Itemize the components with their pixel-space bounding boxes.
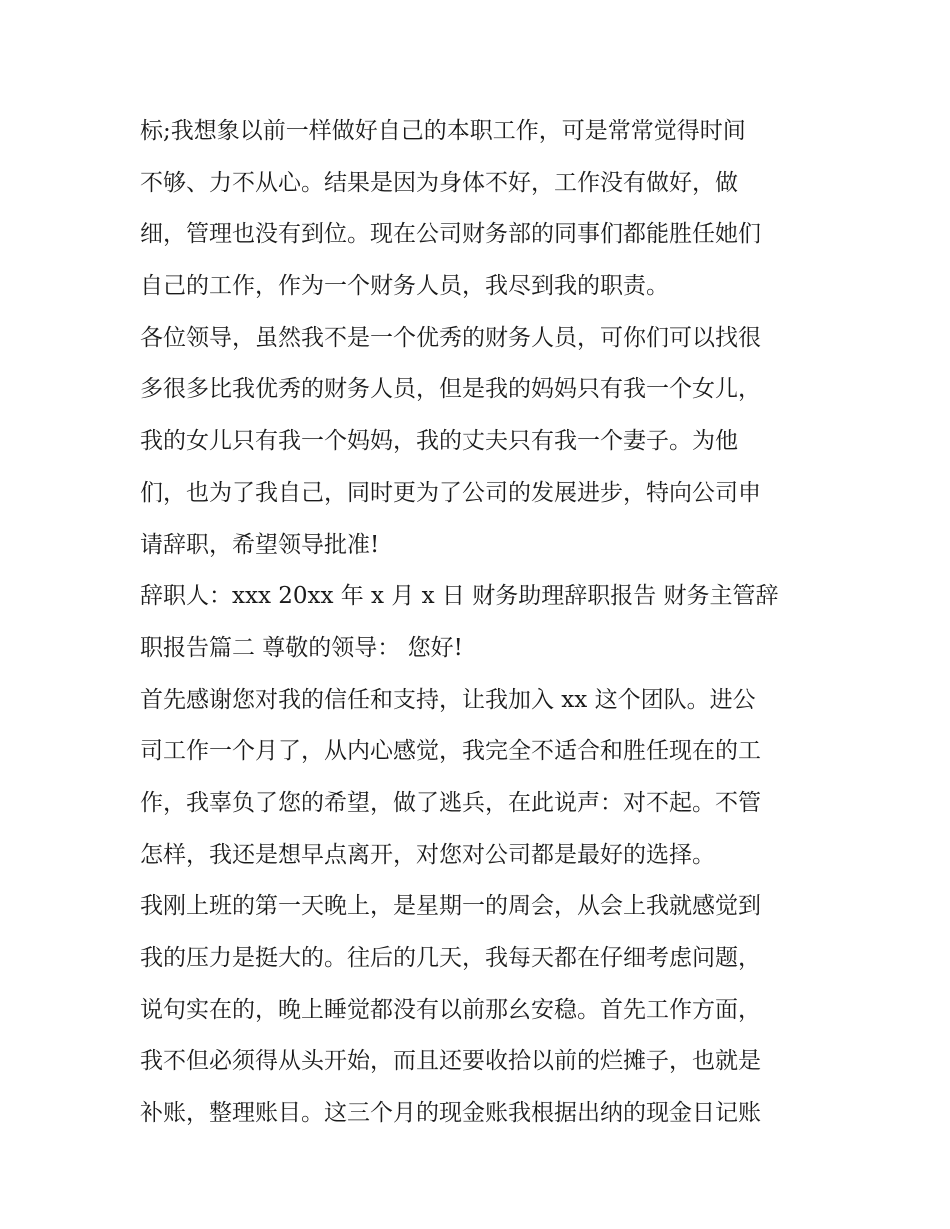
- text-line: 补账，整理账目。这三个月的现金账我根据出纳的现金日记账: [140, 1100, 761, 1127]
- text-line: 细，管理也没有到位。现在公司财务部的同事们都能胜任她们: [140, 221, 761, 248]
- text-line: 我刚上班的第一天晚上，是星期一的周会，从会上我就感觉到: [140, 893, 761, 920]
- text-line: 不够、力不从心。结果是因为身体不好，工作没有做好，做: [140, 169, 738, 196]
- text-line: 标;我想象以前一样做好自己的本职工作，可是常常觉得时间: [140, 118, 746, 144]
- text-line: 多很多比我优秀的财务人员，但是我的妈妈只有我一个女儿，: [140, 376, 761, 403]
- text-line: 司工作一个月了，从内心感觉，我完全不适合和胜任现在的工: [140, 738, 761, 765]
- text-line: 我不但必须得从头开始，而且还要收拾以前的烂摊子，也就是: [140, 1048, 761, 1075]
- text-line: 我的女儿只有我一个妈妈，我的丈夫只有我一个妻子。为他: [140, 428, 738, 455]
- text-line: 我的压力是挺大的。往后的几天，我每天都在仔细考虑问题，: [140, 945, 761, 971]
- text-line: 请辞职，希望领导批准!: [140, 531, 380, 558]
- text-line: 怎样，我还是想早点离开，对您对公司都是最好的选择。: [140, 841, 715, 868]
- text-line: 们，也为了我自己，同时更为了公司的发展进步，特向公司申: [140, 479, 761, 506]
- document-body: [140, 106, 820, 1140]
- text-line: 各位领导，虽然我不是一个优秀的财务人员，可你们可以找很: [140, 324, 761, 351]
- text-line: 作，我辜负了您的希望，做了逃兵，在此说声：对不起。不管: [140, 789, 761, 816]
- text-line: 辞职人：xxx 20xx 年 x 月 x 日 财务助理辞职报告 财务主管辞: [140, 583, 779, 610]
- text-line: 首先感谢您对我的信任和支持，让我加入 xx 这个团队。进公: [140, 686, 756, 713]
- text-line: 职报告篇二 尊敬的领导： 您好!: [140, 634, 463, 661]
- text-line: 自己的工作，作为一个财务人员，我尽到我的职责。: [140, 273, 669, 300]
- text-line: 说句实在的，晚上睡觉都没有以前那幺安稳。首先工作方面，: [140, 996, 761, 1023]
